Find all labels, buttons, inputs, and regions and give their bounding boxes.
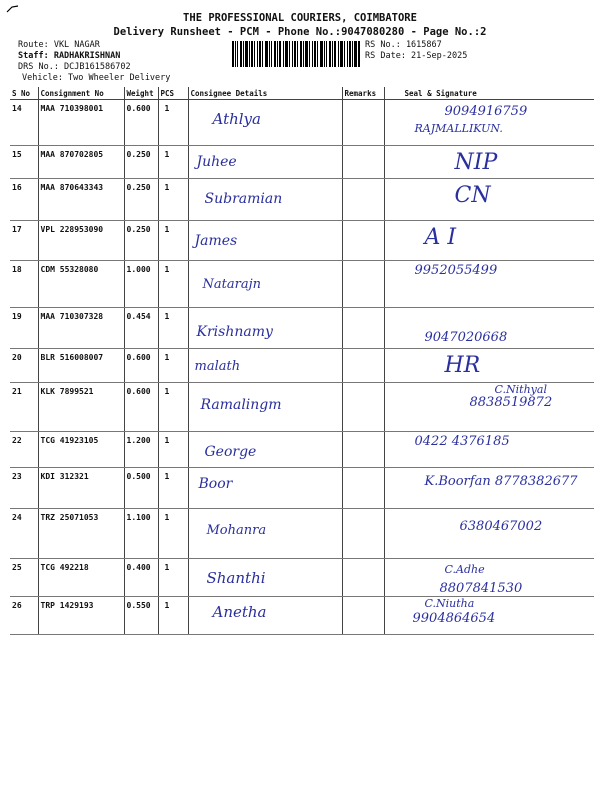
- consignment-number-cell: [38, 308, 124, 349]
- signature-name-handwriting: C.Niutha: [424, 597, 475, 610]
- signature-cell: [384, 559, 594, 597]
- remarks-cell: [342, 432, 384, 468]
- consignee-handwriting: Natarajn: [202, 277, 261, 292]
- pieces-text: 1: [164, 353, 170, 362]
- serial-number-cell: [10, 468, 38, 509]
- consignment-number-cell: [38, 221, 124, 261]
- table-row: [10, 100, 594, 146]
- weight-text: 0.400: [126, 563, 151, 572]
- column-header: S No: [10, 87, 38, 100]
- serial-number-cell: [10, 383, 38, 432]
- consignment-number-cell: [38, 468, 124, 509]
- consignment-number-cell: [38, 349, 124, 383]
- consignment-number-cell: [38, 597, 124, 635]
- serial-number-cell: [10, 146, 38, 179]
- consignee-cell: [188, 349, 342, 383]
- table-row: [10, 468, 594, 509]
- signature-handwriting: A I: [424, 225, 457, 250]
- weight-text: 0.600: [126, 104, 151, 113]
- weight-cell: [124, 100, 158, 146]
- consignment-number-text: BLR 516008007: [40, 353, 104, 362]
- weight-text: 0.600: [126, 387, 151, 396]
- signature-handwriting: 9047020668: [424, 330, 508, 345]
- consignment-number-cell: [38, 179, 124, 221]
- serial-number-cell: [10, 559, 38, 597]
- serial-number-cell: [10, 179, 38, 221]
- consignment-number-text: MAA 870702805: [40, 150, 104, 159]
- pieces-text: 1: [164, 225, 170, 234]
- remarks-cell: [342, 468, 384, 509]
- remarks-cell: [342, 179, 384, 221]
- table-row: [10, 308, 594, 349]
- signature-handwriting: 6380467002: [459, 519, 543, 534]
- consignee-cell: [188, 146, 342, 179]
- consignee-handwriting: Subramian: [204, 191, 283, 207]
- weight-text: 0.250: [126, 150, 151, 159]
- table-row: [10, 509, 594, 559]
- consignee-handwriting: Ramalingm: [200, 397, 282, 413]
- serial-number-cell: [10, 432, 38, 468]
- weight-cell: [124, 179, 158, 221]
- consignee-handwriting: Anetha: [212, 603, 267, 621]
- consignee-cell: [188, 179, 342, 221]
- signature-handwriting: 9094916759: [444, 104, 528, 119]
- weight-text: 0.454: [126, 312, 151, 321]
- consignee-cell: [188, 597, 342, 635]
- consignment-number-cell: [38, 146, 124, 179]
- vehicle-text: Vehicle: Two Wheeler Delivery: [22, 73, 171, 83]
- weight-cell: [124, 509, 158, 559]
- column-header: Consignment No: [38, 87, 124, 100]
- consignee-handwriting: George: [204, 444, 257, 460]
- signature-handwriting: K.Boorfan 8778382677: [424, 474, 578, 489]
- pieces-cell: [158, 468, 188, 509]
- pieces-text: 1: [164, 513, 170, 522]
- remarks-cell: [342, 349, 384, 383]
- consignee-handwriting: Athlya: [212, 110, 261, 128]
- consignment-number-text: TRP 1429193: [40, 601, 94, 610]
- signature-cell: [384, 146, 594, 179]
- runsheet-subtitle: Delivery Runsheet - PCM - Phone No.:9047080280 - Page No.:2: [113, 26, 487, 38]
- consignee-handwriting: Mohanra: [206, 523, 267, 538]
- serial-number-cell: [10, 221, 38, 261]
- signature-handwriting: NIP: [454, 150, 498, 175]
- consignment-number-cell: [38, 559, 124, 597]
- consignee-cell: [188, 383, 342, 432]
- table-row: [10, 349, 594, 383]
- consignment-number-text: TCG 492218: [40, 563, 89, 572]
- weight-cell: [124, 261, 158, 308]
- pieces-text: 1: [164, 183, 170, 192]
- drs-number: DRS No.: DCJB161586702: [18, 62, 131, 72]
- weight-cell: [124, 349, 158, 383]
- consignee-handwriting: malath: [194, 359, 241, 374]
- serial-number-text: 23: [12, 472, 22, 481]
- consignee-cell: [188, 468, 342, 509]
- pieces-text: 1: [164, 436, 170, 445]
- remarks-cell: [342, 559, 384, 597]
- serial-number-text: 26: [12, 601, 22, 610]
- remarks-cell: [342, 383, 384, 432]
- signature-cell: [384, 221, 594, 261]
- table-row: [10, 221, 594, 261]
- signature-cell: [384, 308, 594, 349]
- weight-cell: [124, 308, 158, 349]
- signature-handwriting: 0422 4376185: [414, 434, 510, 449]
- consignee-handwriting: Juhee: [196, 154, 237, 170]
- consignee-cell: [188, 432, 342, 468]
- table-row: [10, 559, 594, 597]
- consignment-number-text: KDI 312321: [40, 472, 89, 481]
- weight-text: 1.000: [126, 265, 151, 274]
- staff-text: Staff: RADHAKRISHNAN: [18, 51, 121, 61]
- table-row: [10, 597, 594, 635]
- pieces-cell: [158, 308, 188, 349]
- serial-number-cell: [10, 509, 38, 559]
- serial-number-text: 20: [12, 353, 22, 362]
- signature-cell: [384, 261, 594, 308]
- pieces-cell: [158, 179, 188, 221]
- remarks-cell: [342, 308, 384, 349]
- signature-cell: [384, 597, 594, 635]
- serial-number-cell: [10, 597, 38, 635]
- pieces-text: 1: [164, 472, 170, 481]
- pieces-cell: [158, 349, 188, 383]
- consignment-number-text: CDM 55328080: [40, 265, 99, 274]
- pieces-text: 1: [164, 265, 170, 274]
- serial-number-text: 14: [12, 104, 22, 113]
- consignment-number-cell: [38, 261, 124, 308]
- runsheet-table: [10, 87, 594, 635]
- serial-number-text: 16: [12, 183, 22, 192]
- consignee-cell: [188, 261, 342, 308]
- pieces-cell: [158, 559, 188, 597]
- pieces-cell: [158, 383, 188, 432]
- pieces-text: 1: [164, 150, 170, 159]
- signature-handwriting: 9904864654: [412, 611, 496, 626]
- consignee-handwriting: Shanthi: [206, 569, 266, 587]
- weight-text: 0.250: [126, 183, 151, 192]
- consignment-number-cell: [38, 383, 124, 432]
- consignment-number-cell: [38, 432, 124, 468]
- remarks-cell: [342, 509, 384, 559]
- consignment-number-text: MAA 710307328: [40, 312, 104, 321]
- pieces-text: 1: [164, 312, 170, 321]
- column-header: Seal & Signature: [384, 87, 594, 100]
- serial-number-text: 15: [12, 150, 22, 159]
- consignee-cell: [188, 559, 342, 597]
- pieces-cell: [158, 432, 188, 468]
- serial-number-cell: [10, 349, 38, 383]
- rs-date: RS Date: 21-Sep-2025: [365, 51, 468, 61]
- table-row: [10, 261, 594, 308]
- pieces-text: 1: [164, 387, 170, 396]
- pieces-text: 1: [164, 563, 170, 572]
- serial-number-text: 25: [12, 563, 22, 572]
- serial-number-text: 17: [12, 225, 22, 234]
- consignment-number-text: TCG 41923105: [40, 436, 99, 445]
- weight-text: 0.500: [126, 472, 151, 481]
- column-header: Remarks: [342, 87, 384, 100]
- weight-cell: [124, 432, 158, 468]
- table-header-row: [10, 87, 594, 100]
- barcode-image: [232, 41, 360, 67]
- signature-cell: [384, 179, 594, 221]
- signature-handwriting: 8807841530: [439, 581, 523, 596]
- serial-number-text: 21: [12, 387, 22, 396]
- serial-number-cell: [10, 100, 38, 146]
- signature-name-handwriting: C.Adhe: [444, 563, 485, 576]
- pieces-text: 1: [164, 104, 170, 113]
- signature-cell: [384, 509, 594, 559]
- signature-name-handwriting: C.Nithyal: [494, 383, 547, 396]
- remarks-cell: [342, 221, 384, 261]
- weight-text: 1.100: [126, 513, 151, 522]
- weight-cell: [124, 221, 158, 261]
- pieces-cell: [158, 261, 188, 308]
- table-row: [10, 432, 594, 468]
- signature-cell: [384, 468, 594, 509]
- weight-cell: [124, 146, 158, 179]
- remarks-cell: [342, 146, 384, 179]
- pieces-cell: [158, 597, 188, 635]
- consignee-handwriting: James: [194, 233, 238, 249]
- rs-number: RS No.: 1615867: [365, 40, 442, 50]
- weight-cell: [124, 559, 158, 597]
- signature-handwriting: 8838519872: [469, 395, 553, 410]
- signature-cell: [384, 100, 594, 146]
- table-row: [10, 383, 594, 432]
- signature-cell: [384, 383, 594, 432]
- consignment-number-text: MAA 870643343: [40, 183, 104, 192]
- signature-handwriting: HR: [444, 353, 481, 378]
- signature-handwriting: 9952055499: [414, 263, 498, 278]
- route-text: Route: VKL NAGAR: [18, 40, 100, 50]
- company-title: THE PROFESSIONAL COURIERS, COIMBATORE: [183, 12, 417, 24]
- pieces-cell: [158, 509, 188, 559]
- table-row: [10, 146, 594, 179]
- table-row: [10, 179, 594, 221]
- consignee-cell: [188, 308, 342, 349]
- consignee-cell: [188, 221, 342, 261]
- consignment-number-cell: [38, 100, 124, 146]
- signature-cell: [384, 432, 594, 468]
- remarks-cell: [342, 597, 384, 635]
- column-header: Consignee Details: [188, 87, 342, 100]
- consignment-number-text: TRZ 25071053: [40, 513, 99, 522]
- pieces-cell: [158, 100, 188, 146]
- weight-cell: [124, 597, 158, 635]
- weight-text: 0.550: [126, 601, 151, 610]
- weight-cell: [124, 383, 158, 432]
- remarks-cell: [342, 100, 384, 146]
- serial-number-cell: [10, 308, 38, 349]
- weight-cell: [124, 468, 158, 509]
- weight-text: 0.250: [126, 225, 151, 234]
- signature-handwriting: CN: [454, 183, 491, 208]
- pieces-cell: [158, 146, 188, 179]
- serial-number-text: 22: [12, 436, 22, 445]
- consignment-number-text: KLK 7899521: [40, 387, 94, 396]
- consignment-number-cell: [38, 509, 124, 559]
- signature-cell: [384, 349, 594, 383]
- weight-text: 0.600: [126, 353, 151, 362]
- consignment-number-text: VPL 228953090: [40, 225, 104, 234]
- serial-number-cell: [10, 261, 38, 308]
- consignee-handwriting: Boor: [198, 476, 233, 492]
- pieces-cell: [158, 221, 188, 261]
- consignment-number-text: MAA 710398001: [40, 104, 104, 113]
- column-header: Weight: [124, 87, 158, 100]
- consignee-cell: [188, 509, 342, 559]
- column-header: PCS: [158, 87, 188, 100]
- remarks-cell: [342, 261, 384, 308]
- serial-number-text: 19: [12, 312, 22, 321]
- signature-name-handwriting: RAJMALLIKUN.: [414, 122, 503, 135]
- serial-number-text: 18: [12, 265, 22, 274]
- consignee-handwriting: Krishnamy: [196, 324, 273, 340]
- serial-number-text: 24: [12, 513, 22, 522]
- weight-text: 1.200: [126, 436, 151, 445]
- pieces-text: 1: [164, 601, 170, 610]
- consignee-cell: [188, 100, 342, 146]
